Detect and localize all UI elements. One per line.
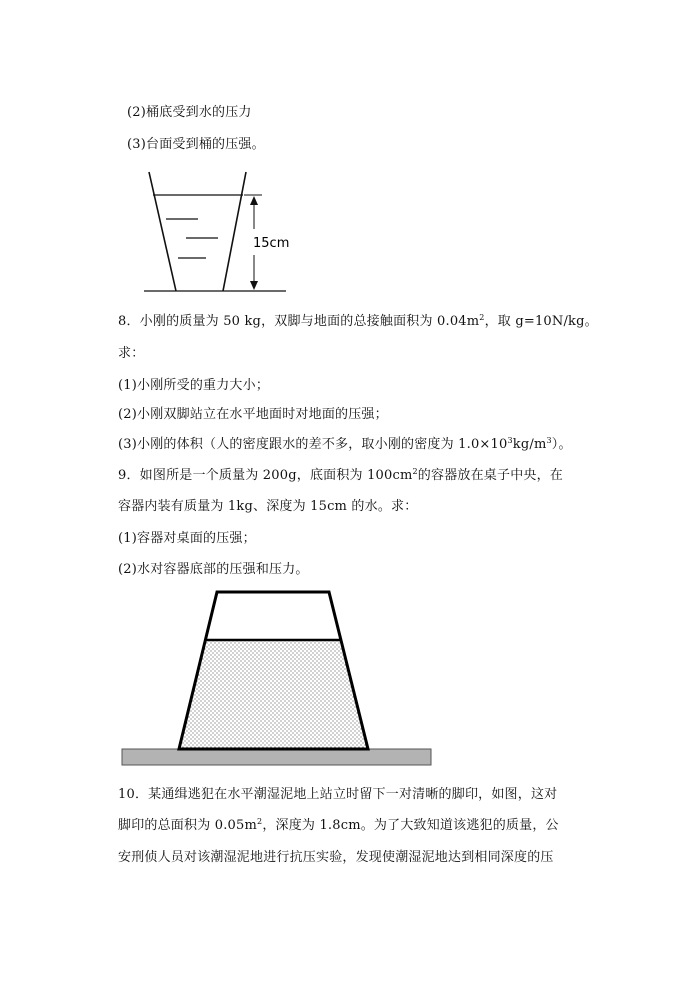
q9-part2: (2)水对容器底部的压强和压力。	[118, 562, 309, 577]
q8-stem: 8．小刚的质量为 50 kg，双脚与地面的总接触面积为 $0.04m^2$，取 g=10N/kg。	[118, 313, 598, 329]
q7-part3: (3)台面受到桶的压强。	[127, 137, 265, 152]
q9-stem-line1: 9．如图所是一个质量为 200g，底面积为 $100cm^2$的容器放在桌子中央，在	[118, 467, 563, 483]
q10-line2: 脚印的总面积为 $0.05m^2$，深度为 1.8cm。为了大致知道该逃犯的质量，公	[118, 817, 559, 833]
table-top	[122, 749, 431, 765]
q8-part3: (3)小刚的体积（人的密度跟水的差不多，取小刚的密度为 $1.0\times 10^3kg/m^3$）。	[118, 436, 572, 452]
q8-part1: (1)小刚所受的重力大小；	[118, 378, 270, 393]
q8-ask: 求：	[118, 346, 145, 361]
q10-line1: 10．某通缉逃犯在水平潮湿泥地上站立时留下一对清晰的脚印，如图，这对	[118, 787, 558, 802]
height-label: 15cm	[253, 236, 290, 251]
q9-stem-line2: 容器内装有质量为 1kg、深度为 15cm 的水。求：	[118, 499, 418, 514]
water-region	[179, 640, 368, 749]
q9-part1: (1)容器对桌面的压强；	[118, 531, 256, 546]
q8-part2: (2)小刚双脚站立在水平地面时对地面的压强；	[118, 407, 388, 422]
q7-part2: (2)桶底受到水的压力	[127, 105, 252, 120]
q10-line3: 安刑侦人员对该潮湿泥地进行抗压实验，发现使潮湿泥地达到相同深度的压	[118, 850, 554, 865]
